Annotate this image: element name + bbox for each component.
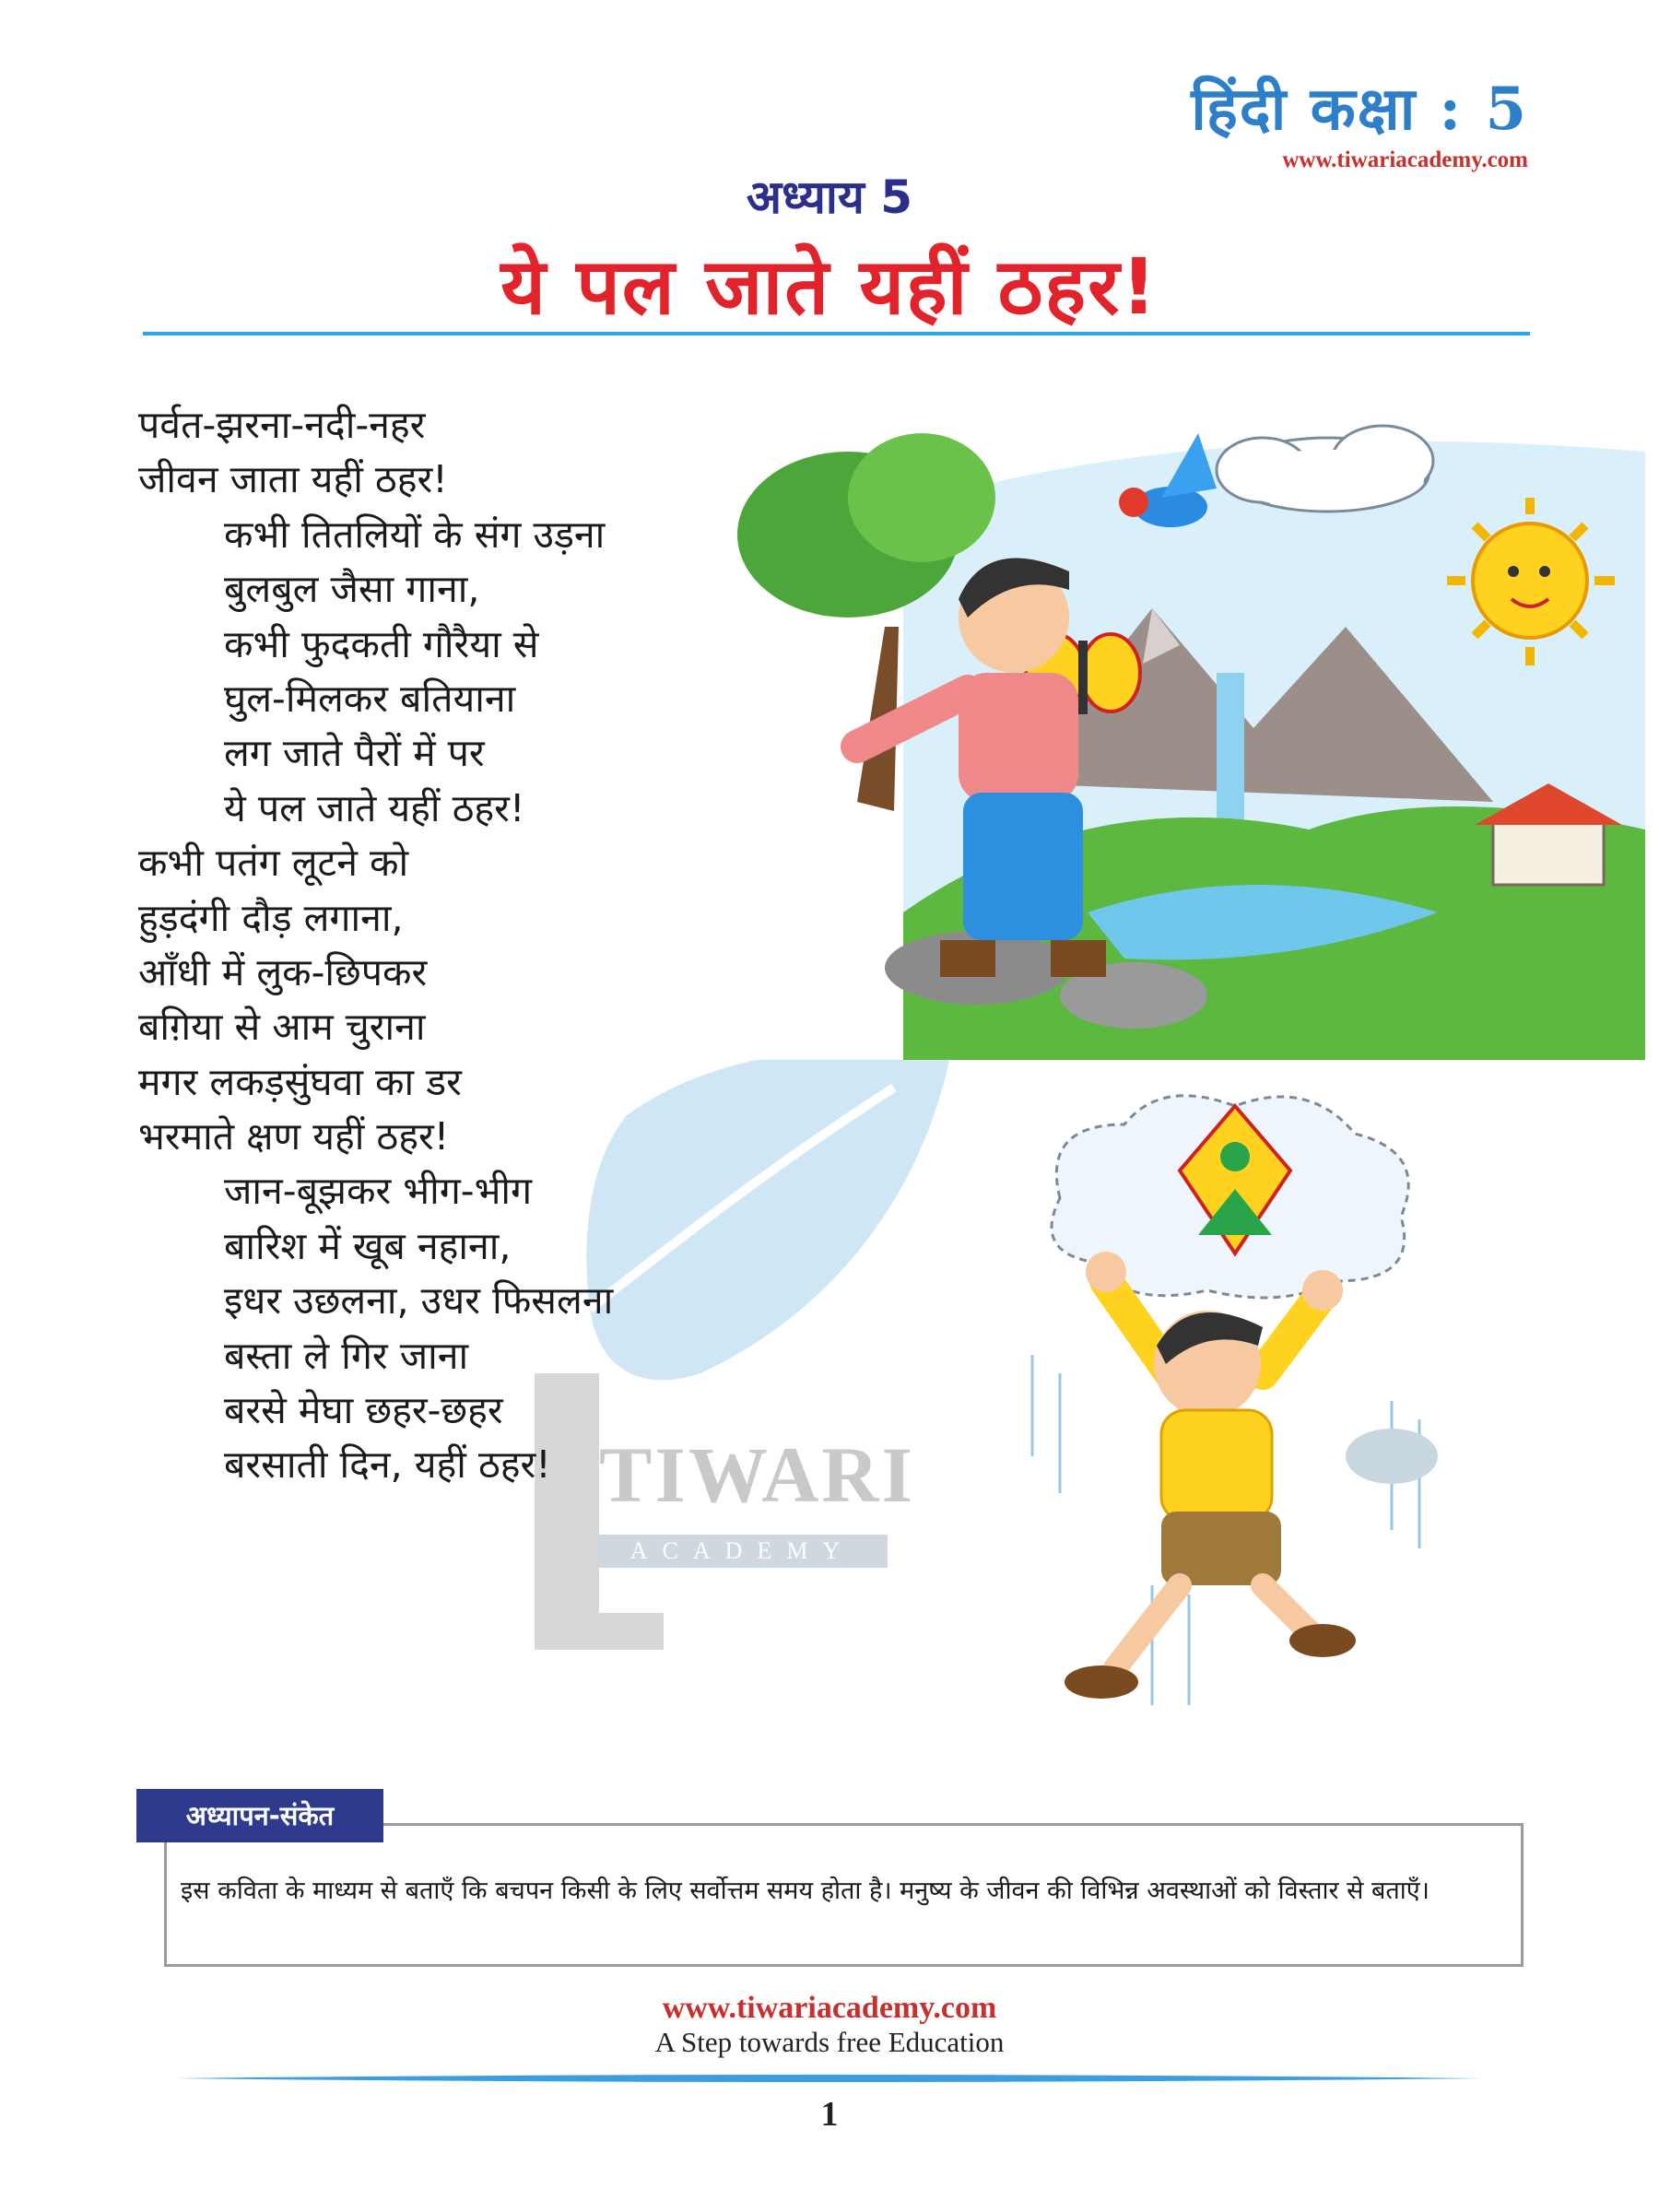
header-website-link[interactable]: www.tiwariacademy.com: [1282, 147, 1528, 172]
poem-line: कभी पतंग लूटने को: [138, 841, 409, 886]
poem-line: बुलबुल जैसा गाना,: [224, 567, 480, 612]
poem-line: भरमाते क्षण यहीं ठहर!: [138, 1114, 450, 1159]
poem-line: पर्वत-झरना-नदी-नहर: [138, 403, 426, 447]
poem-line: आँधी में लुक-छिपकर: [138, 949, 428, 994]
poem-line: कभी तितलियों के संग उड़ना: [224, 512, 606, 557]
poem-body: [138, 398, 802, 1493]
page-number: 1: [820, 2095, 839, 2134]
poem-line: बस्ता ले गिर जाना: [224, 1333, 469, 1378]
boy-butterfly-illustration: [737, 396, 1645, 1060]
chapter-title: ये पल जाते यहीं ठहर!: [500, 241, 1159, 332]
poem-line: इधर उछलना, उधर फिसलना: [224, 1278, 614, 1324]
poem-line: मगर लकड़सुंघवा का डर: [138, 1059, 462, 1104]
poem-line: बारिश में खूब नहाना,: [224, 1223, 512, 1268]
poem-line: जान-बूझकर भीग-भीग: [224, 1169, 533, 1214]
title-divider: [143, 332, 1530, 335]
poem-line: कभी फुदकती गौरैया से: [224, 621, 539, 666]
poem-line: बरसे मेघा छहर-छहर: [224, 1388, 503, 1433]
watermark-text: TIWARI: [599, 1430, 915, 1519]
poem-line: बग़िया से आम चुराना: [138, 1005, 426, 1050]
poem-line: घुल-मिलकर बतियाना: [224, 676, 516, 721]
teaching-note-label: अध्यापन-संकेत: [136, 1789, 383, 1842]
boy-kite-illustration: [1005, 1069, 1447, 1714]
watermark-subtext: ACADEMY: [597, 1535, 888, 1568]
teaching-note-text: इस कविता के माध्यम से बताएँ कि बचपन किसी के लिए सर्वोत्तम समय होता है। मनुष्य के जीवन की विभिन्न अवस्थाओं को विस्तार से बताएँ।: [181, 1877, 1430, 1905]
footer-tagline: A Step towards free Education: [654, 2026, 1005, 2058]
footer-divider: [175, 2074, 1484, 2083]
poem-line: हुड़दंगी दौड़ लगाना,: [138, 895, 404, 940]
poem-line: लग जाते पैरों में पर: [224, 731, 485, 776]
poem-line: बरसाती दिन, यहीं ठहर!: [224, 1442, 551, 1488]
footer-website-link[interactable]: www.tiwariacademy.com: [662, 1991, 997, 2025]
subject-class-label: हिंदी कक्षा : 5: [1191, 75, 1528, 144]
cloud-icon: [1217, 426, 1433, 512]
poem-line: जीवन जाता यहीं ठहर!: [138, 457, 448, 502]
chapter-number: अध्याय 5: [746, 171, 913, 224]
poem-line: ये पल जाते यहीं ठहर!: [224, 785, 525, 830]
